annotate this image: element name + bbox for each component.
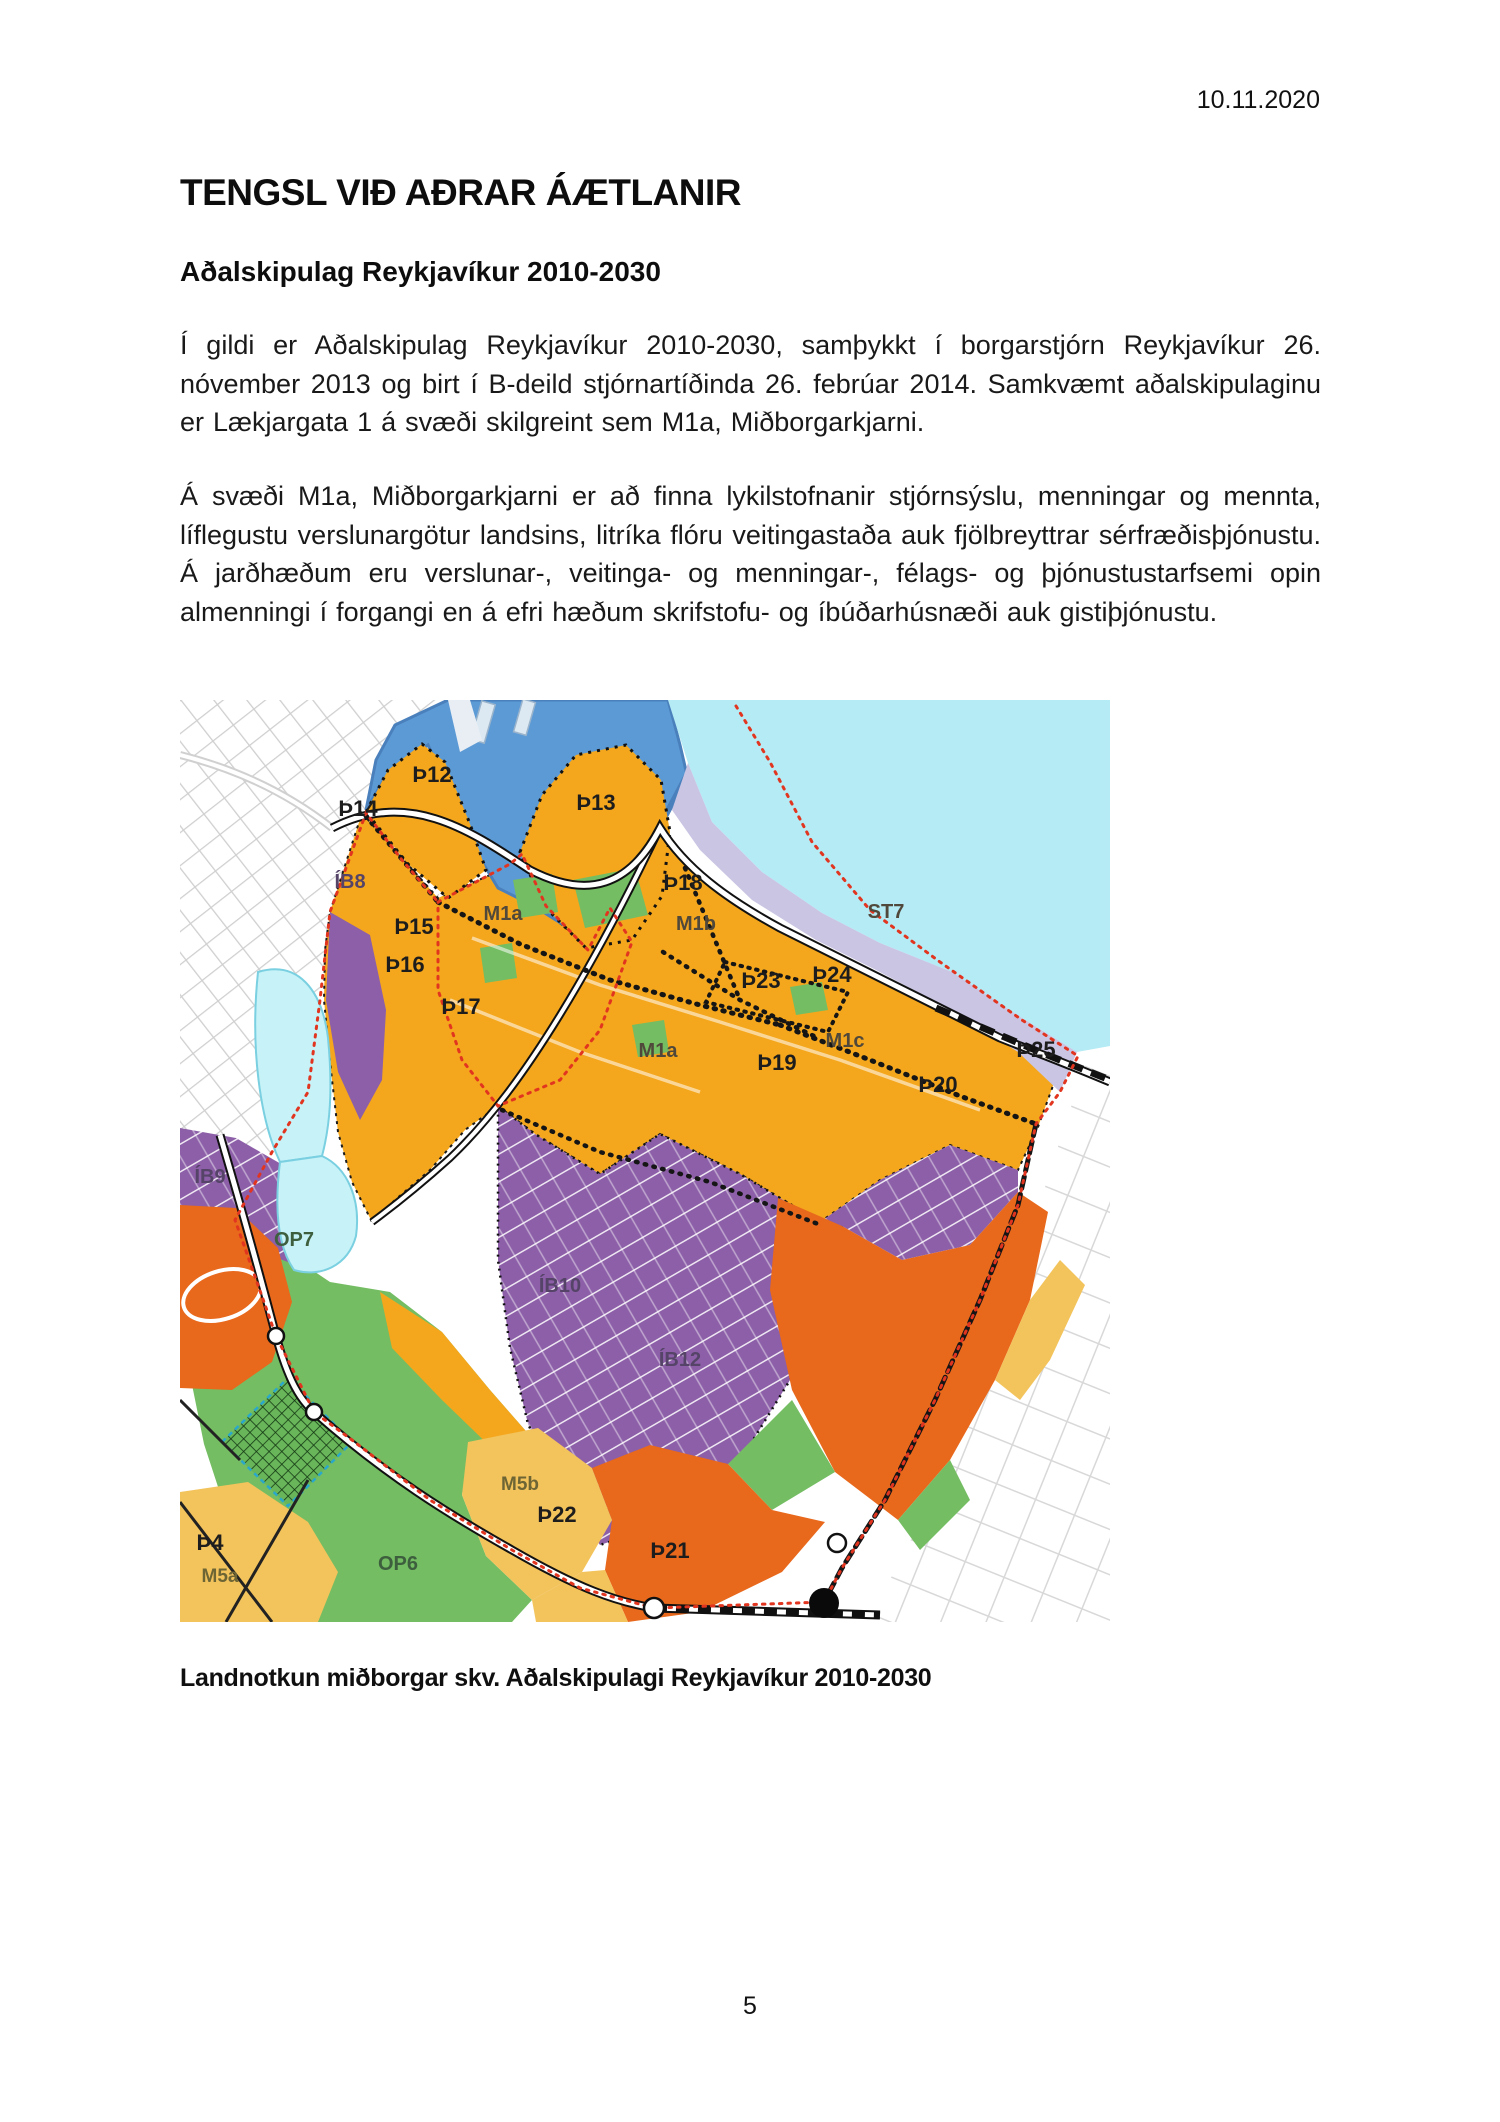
- map-label: M1b: [676, 913, 716, 935]
- map-label: Þ17: [441, 994, 481, 1019]
- header-date: 10.11.2020: [1196, 86, 1320, 114]
- map-label: Þ25: [1016, 1037, 1056, 1062]
- terminal-dot: [809, 1588, 839, 1618]
- map-label: OP6: [377, 1553, 419, 1575]
- paragraph-1: Í gildi er Aðalskipulag Reykjavíkur 2010-2030, samþykkt í borgarstjórn Reykjavíkur 26. nóvember 2013 og birt í B-deild stjórnartíðinda 26. febrúar 2014. Samkvæmt aðalskipulaginu er Lækjargata 1 á svæði skilgreint sem M1a, Miðborgarkjarni.: [180, 330, 1321, 437]
- map-label: Þ14: [338, 796, 378, 821]
- sub-heading: Aðalskipulag Reykjavíkur 2010-2030: [180, 256, 661, 287]
- map-label: M1a: [638, 1040, 678, 1062]
- map-label: M5a: [201, 1566, 239, 1587]
- map-label: Þ13: [576, 790, 616, 815]
- map-label: ÍB8: [334, 871, 366, 893]
- map-label: Þ15: [394, 914, 434, 939]
- map-label: ÍB10: [538, 1275, 582, 1297]
- paragraph-2: Á svæði M1a, Miðborgarkjarni er að finna lykilstofnanir stjórnsýslu, menningar og mennta, líflegustu verslunargötur landsins, litríka flóru veitingastaða auk fjölbreyttrar sérfræðisþjónustu. Á jarðhæðum eru verslunar-, veitinga- og menningar-, félags- og þjónustustarfsemi opin almenningi í forgangi en á efri hæðum skrifstofu- og íbúðarhúsnæði auk gistiþjónustu.: [180, 481, 1321, 627]
- map-label: Þ23: [741, 968, 781, 993]
- map-label: Þ19: [757, 1050, 797, 1075]
- map-label: Þ16: [385, 952, 425, 977]
- map-label: OP7: [273, 1229, 315, 1251]
- map-label: Þ4: [196, 1530, 224, 1555]
- map-label: M1c: [825, 1030, 865, 1052]
- map-label: M1a: [483, 903, 523, 925]
- figure-caption: Landnotkun miðborgar skv. Aðalskipulagi Reykjavíkur 2010-2030: [180, 1664, 932, 1692]
- main-heading: TENGSL VIÐ AÐRAR ÁÆTLANIR: [180, 172, 741, 213]
- map-label: Þ12: [412, 762, 452, 787]
- map-label: Þ18: [663, 870, 703, 895]
- zoning-map: [180, 700, 1110, 1622]
- map-label: M5b: [501, 1474, 539, 1495]
- map-label: ÍB9: [194, 1166, 226, 1188]
- map-label: Þ20: [918, 1072, 958, 1097]
- map-label: Þ22: [537, 1502, 577, 1527]
- map-label: Þ21: [650, 1538, 690, 1563]
- map-label: ST7: [867, 901, 905, 923]
- zoning-map-figure: [180, 700, 1110, 1622]
- map-label: ÍB12: [658, 1349, 702, 1371]
- page-number: 5: [743, 1992, 757, 2020]
- map-label: Þ24: [812, 962, 852, 987]
